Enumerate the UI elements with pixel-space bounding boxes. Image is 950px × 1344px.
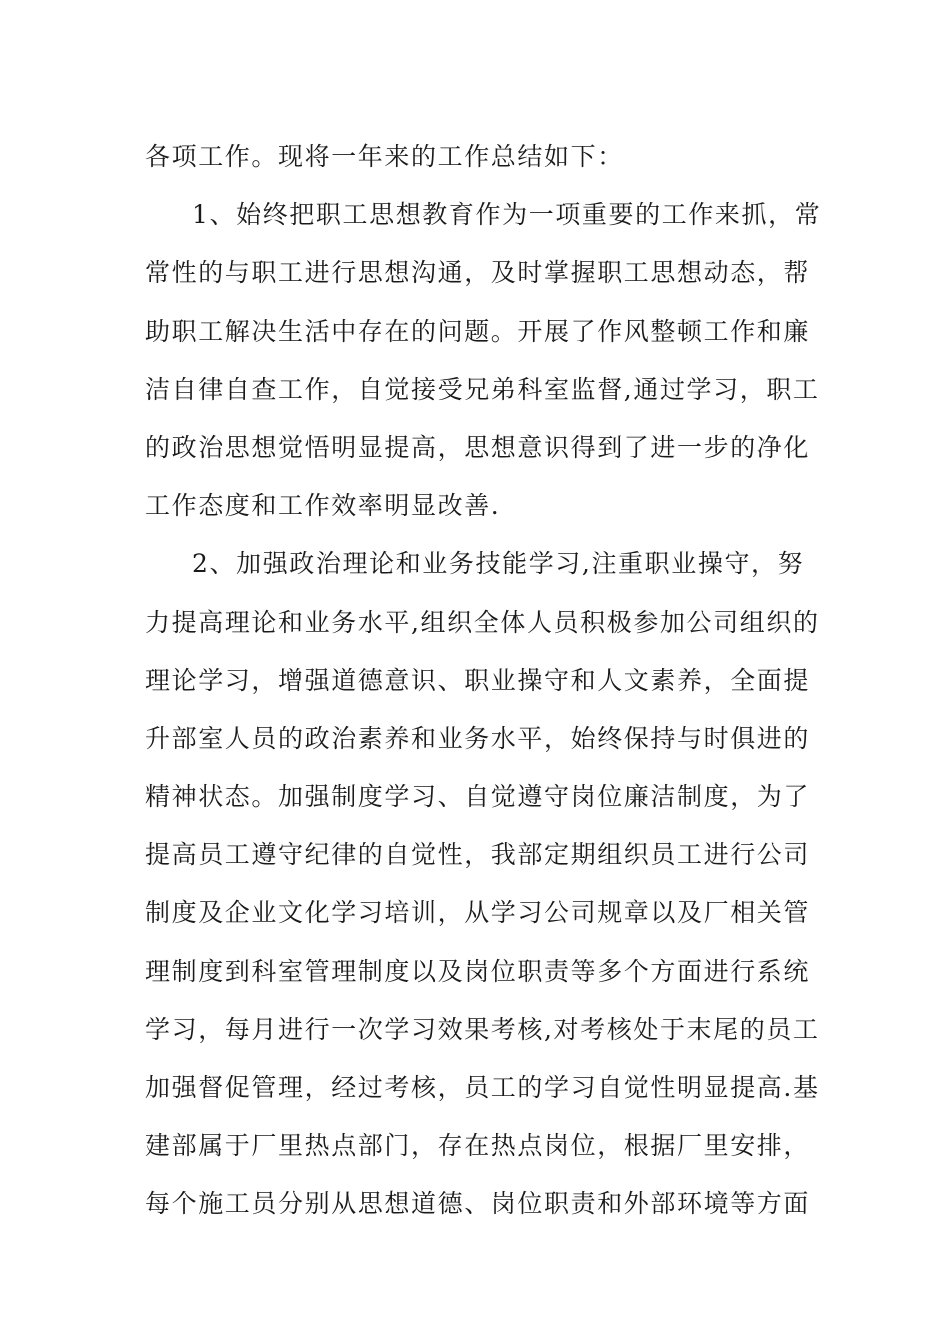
text-line: 理制度到科室管理制度以及岗位职责等多个方面进行系统: [145, 956, 811, 986]
text-line: 制度及企业文化学习培训，从学习公司规章以及厂相关管: [145, 898, 811, 928]
body-text: [145, 128, 822, 1234]
text-line: 提高员工遵守纪律的自觉性，我部定期组织员工进行公司: [145, 840, 811, 870]
text-line: 各项工作。现将一年来的工作总结如下：: [145, 142, 624, 171]
text-line: 加强督促管理，经过考核，员工的学习自觉性明显提高.基: [145, 1073, 820, 1102]
text-line: 每个施工员分别从思想道德、岗位职责和外部环境等方面: [145, 1189, 811, 1219]
text-line: 洁自律自查工作，自觉接受兄弟科室监督,通过学习，职工: [145, 374, 820, 404]
text-line: 工作态度和工作效率明显改善.: [145, 491, 501, 521]
text-line: 精神状态。加强制度学习、自觉遵守岗位廉洁制度，为了: [145, 782, 811, 812]
text-line: 升部室人员的政治素养和业务水平，始终保持与时俱进的: [145, 723, 811, 753]
text-line: 理论学习，增强道德意识、职业操守和人文素养，全面提: [145, 665, 811, 695]
text-line: 建部属于厂里热点部门，存在热点岗位，根据厂里安排，: [145, 1131, 811, 1161]
text-line: 的政治思想觉悟明显提高，思想意识得到了进一步的净化: [145, 432, 811, 462]
text-line: 力提高理论和业务水平,组织全体人员积极参加公司组织的: [145, 607, 820, 637]
text-line: 1、始终把职工思想教育作为一项重要的工作来抓，常: [192, 200, 822, 230]
text-line: 助职工解决生活中存在的问题。开展了作风整顿工作和廉: [145, 316, 811, 346]
text-line: 常性的与职工进行思想沟通，及时掌握职工思想动态，帮: [145, 258, 811, 288]
text-line: 2、加强政治理论和业务技能学习,注重职业操守，努: [192, 549, 805, 579]
text-line: 学习，每月进行一次学习效果考核,对考核处于末尾的员工: [145, 1014, 820, 1044]
